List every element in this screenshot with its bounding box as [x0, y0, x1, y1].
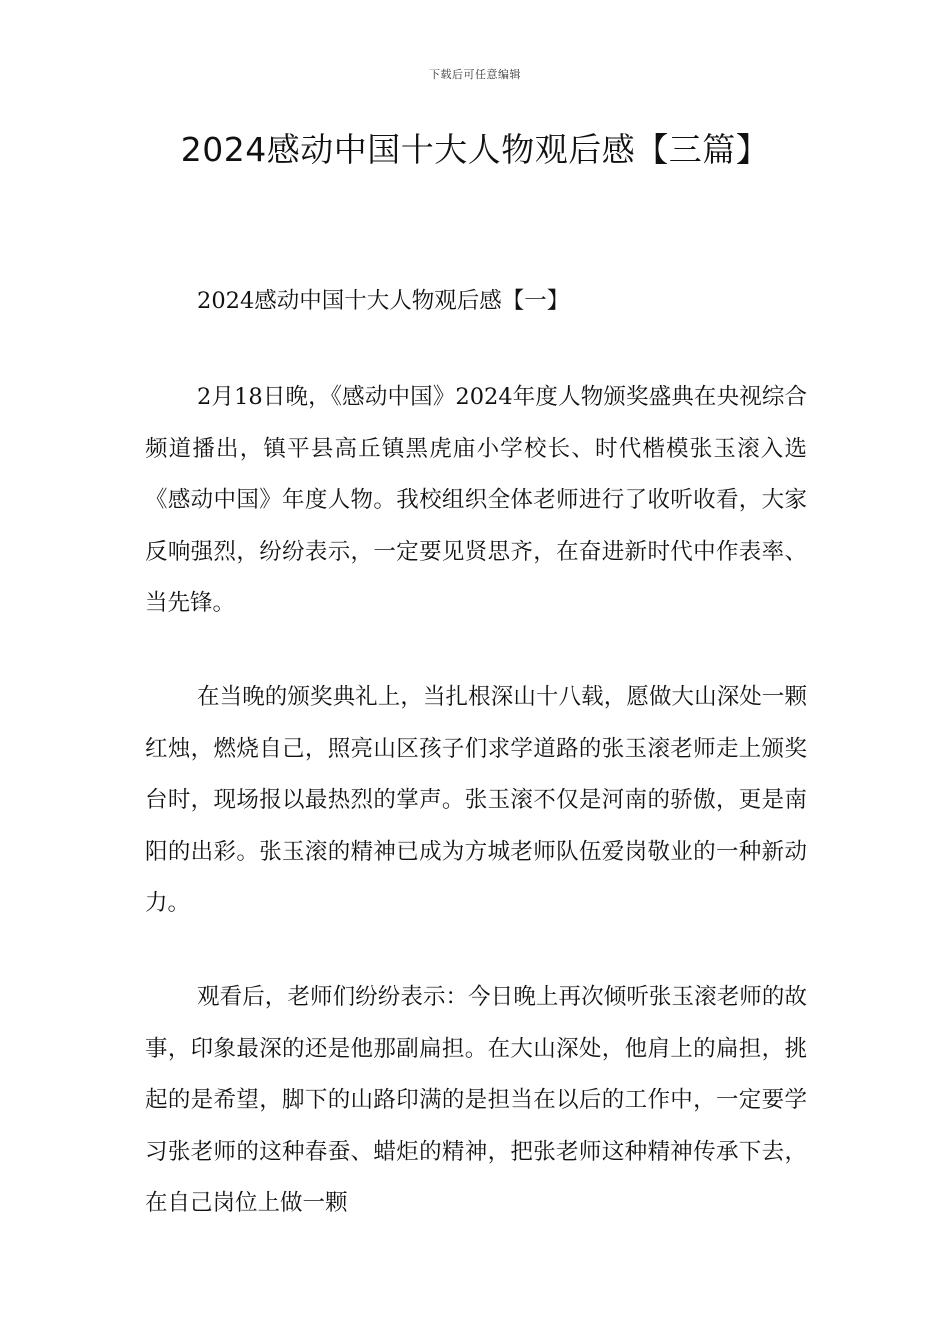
- document-title: 2024感动中国十大人物观后感【三篇】: [180, 130, 770, 169]
- header-note: 下载后可任意编辑: [429, 68, 521, 81]
- paragraph-3: 观看后，老师们纷纷表示：今日晚上再次倾听张玉滚老师的故事，印象最深的还是他那副扁担。在大山深处，他肩上的扁担，挑起的是希望，脚下的山路印满的是担当在以后的工作中，一定要学习张老师的这种春蚕、蜡炬的精神，把张老师这种精神传承下去，在自己岗位上做一颗: [145, 984, 807, 1216]
- section-heading: 2024感动中国十大人物观后感【一】: [197, 288, 570, 314]
- paragraph-1: 2月18日晚，《感动中国》2024年度人物颁奖盛典在央视综合频道播出，镇平县高丘镇黑虎庙小学校长、时代楷模张玉滚入选《感动中国》年度人物。我校组织全体老师进行了收听收看，大家反响强烈，纷纷表示，一定要见贤思齐，在奋进新时代中作表率、当先锋。: [145, 384, 807, 616]
- paragraph-2: 在当晚的颁奖典礼上，当扎根深山十八载，愿做大山深处一颗红烛，燃烧自己，照亮山区孩子们求学道路的张玉滚老师走上颁奖台时，现场报以最热烈的掌声。张玉滚不仅是河南的骄傲，更是南阳的出彩。张玉滚的精神已成为方城老师队伍爱岗敬业的一种新动力。: [145, 684, 807, 916]
